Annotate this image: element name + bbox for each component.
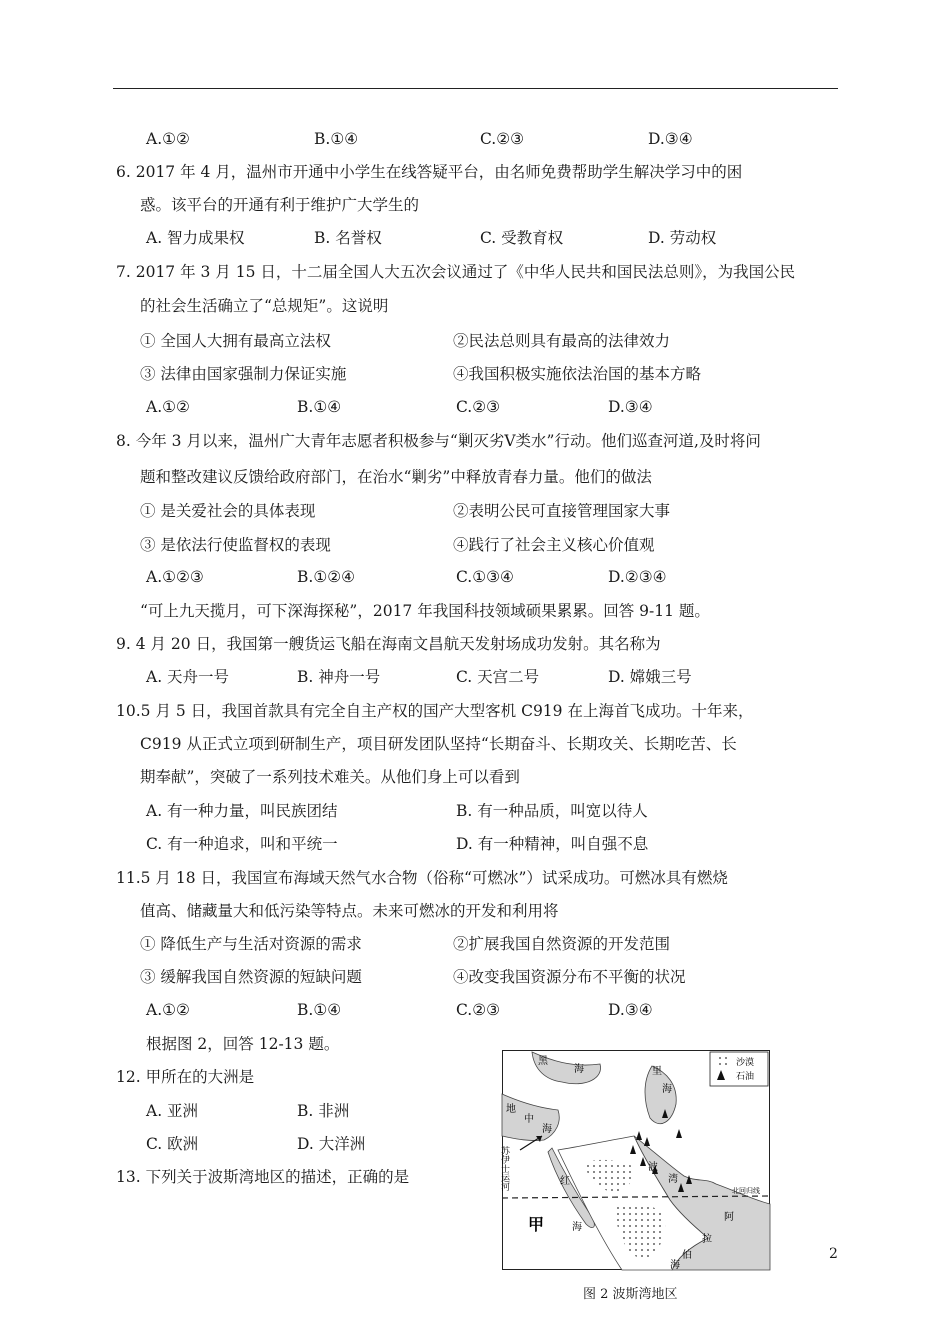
q10-stem-line1: 10.5 月 5 日，我国首款具有完全自主产权的国产大型客机 C919 在上海首飞成功。十年来， xyxy=(116,702,754,720)
q5-option-b: B.①④ xyxy=(314,130,359,148)
persian-gulf-map xyxy=(499,1050,770,1271)
label-tropic: 北回归线 xyxy=(732,1187,760,1195)
q5-option-d: D.③④ xyxy=(648,130,693,148)
q7-option-b: B.①④ xyxy=(297,398,342,416)
q7-option-d: D.③④ xyxy=(608,398,653,416)
q11-stem-line2: 值高、储藏量大和低污染等特点。未来可燃冰的开发和利用将 xyxy=(140,902,559,920)
q12-stem: 12. 甲所在的大洲是 xyxy=(116,1068,255,1086)
label-wan: 湾 xyxy=(668,1174,678,1185)
figure-caption: 图 2 波斯湾地区 xyxy=(583,1287,678,1302)
q11-option-a: A.①② xyxy=(146,1001,190,1019)
q11-option-b: B.①④ xyxy=(297,1001,342,1019)
q7-option-c: C.②③ xyxy=(456,398,501,416)
q8-item-4: ④践行了社会主义核心价值观 xyxy=(453,536,655,554)
header-rule xyxy=(113,88,838,89)
label-suez: 苏伊士运河 xyxy=(499,1146,509,1191)
q12-option-c: C. 欧洲 xyxy=(146,1135,199,1153)
q5-option-a: A.①② xyxy=(146,130,190,148)
q11-item-3: ③ 缓解我国自然资源的短缺问题 xyxy=(140,968,362,986)
q8-item-3: ③ 是依法行使监督权的表现 xyxy=(140,536,331,554)
q11-option-d: D.③④ xyxy=(608,1001,653,1019)
q9-option-b: B. 神舟一号 xyxy=(297,668,381,686)
label-black-sea-hai: 海 xyxy=(574,1064,584,1075)
label-arabian-hai: 海 xyxy=(670,1260,680,1271)
label-hong: 红 xyxy=(560,1176,570,1187)
label-bo2: 伯 xyxy=(682,1250,692,1261)
q8-option-a: A.①②③ xyxy=(146,568,204,586)
q8-item-1: ① 是关爱社会的具体表现 xyxy=(140,502,316,520)
legend-oil-label: 石油 xyxy=(736,1072,755,1082)
label-jia: 甲 xyxy=(528,1215,545,1234)
q7-item-2: ②民法总则具有最高的法律效力 xyxy=(453,332,671,350)
q5-option-c: C.②③ xyxy=(480,130,525,148)
label-di: 地 xyxy=(506,1104,516,1115)
label-a: 阿 xyxy=(724,1212,734,1223)
q6-stem-line1: 6. 2017 年 4 月，温州市开通中小学生在线答疑平台，由名师免费帮助学生解决学习中的困 xyxy=(116,163,743,181)
q10-option-b: B. 有一种品质，叫宽以待人 xyxy=(456,802,648,820)
q11-item-2: ②扩展我国自然资源的开发范围 xyxy=(453,935,671,953)
intro-9-11: “可上九天揽月，可下深海探秘”，2017 年我国科技领域硕果累累。回答 9-11 题。 xyxy=(140,602,710,620)
label-bo: 波 xyxy=(648,1162,658,1173)
q8-option-b: B.①②④ xyxy=(297,568,356,586)
q7-stem-line1: 7. 2017 年 3 月 15 日，十二届全国人大五次会议通过了《中华人民共和国民法总则》，为我国公民 xyxy=(116,263,796,281)
q12-option-a: A. 亚洲 xyxy=(146,1102,199,1120)
q9-stem: 9. 4 月 20 日，我国第一艘货运飞船在海南文昌航天发射场成功发射。其名称为 xyxy=(116,635,661,653)
q7-item-3: ③ 法律由国家强制力保证实施 xyxy=(140,365,347,383)
label-hei: 黑 xyxy=(538,1056,548,1067)
q10-option-c: C. 有一种追求，叫和平统一 xyxy=(146,835,338,853)
q8-option-c: C.①③④ xyxy=(456,568,514,586)
q6-stem-line2: 惑。该平台的开通有利于维护广大学生的 xyxy=(140,196,420,214)
label-la: 拉 xyxy=(702,1234,712,1245)
q8-stem-line1: 8. 今年 3 月以来，温州广大青年志愿者积极参与“剿灭劣Ⅴ类水”行动。他们巡查河道,及时将问 xyxy=(116,432,761,450)
q12-option-d: D. 大洋洲 xyxy=(297,1135,366,1153)
q7-item-1: ① 全国人大拥有最高立法权 xyxy=(140,332,331,350)
q8-option-d: D.②③④ xyxy=(608,568,667,586)
q7-stem-line2: 的社会生活确立了“总规矩”。这说明 xyxy=(140,297,389,315)
q10-option-d: D. 有一种精神，叫自强不息 xyxy=(456,835,649,853)
q9-option-d: D. 嫦娥三号 xyxy=(608,668,692,686)
label-zhong: 中 xyxy=(524,1114,534,1125)
q9-option-a: A. 天舟一号 xyxy=(146,668,230,686)
q7-option-a: A.①② xyxy=(146,398,190,416)
q6-option-b: B. 名誉权 xyxy=(314,229,382,247)
q8-item-2: ②表明公民可直接管理国家大事 xyxy=(453,502,671,520)
q11-item-1: ① 降低生产与生活对资源的需求 xyxy=(140,935,362,953)
q7-item-4: ④我国积极实施依法治国的基本方略 xyxy=(453,365,702,383)
page-number: 2 xyxy=(829,1246,838,1262)
q12-option-b: B. 非洲 xyxy=(297,1102,350,1120)
q6-option-a: A. 智力成果权 xyxy=(146,229,245,247)
q10-stem-line3: 期奉献”，突破了一系列技术难关。从他们身上可以看到 xyxy=(140,768,520,786)
q11-item-4: ④改变我国资源分布不平衡的状况 xyxy=(453,968,686,986)
q11-stem-line1: 11.5 月 18 日，我国宣布海域天然气水合物（俗称“可燃冰”）试采成功。可燃冰具有燃烧 xyxy=(116,869,728,887)
q10-stem-line2: C919 从正式立项到研制生产，项目研发团队坚持“长期奋斗、长期攻关、长期吃苦、长 xyxy=(140,735,737,753)
q9-option-c: C. 天宫二号 xyxy=(456,668,540,686)
q6-option-c: C. 受教育权 xyxy=(480,229,564,247)
legend-desert-label: 沙漠 xyxy=(736,1058,755,1068)
intro-12-13: 根据图 2，回答 12-13 题。 xyxy=(146,1035,340,1053)
q13-stem: 13. 下列关于波斯湾地区的描述，正确的是 xyxy=(116,1168,410,1186)
label-red-sea-hai: 海 xyxy=(572,1222,582,1233)
q11-option-c: C.②③ xyxy=(456,1001,501,1019)
label-caspian-hai: 海 xyxy=(662,1084,672,1095)
q10-option-a: A. 有一种力量，叫民族团结 xyxy=(146,802,338,820)
q8-stem-line2: 题和整改建议反馈给政府部门，在治水“剿劣”中释放青春力量。他们的做法 xyxy=(140,468,652,486)
label-med-hai: 海 xyxy=(542,1124,552,1135)
q6-option-d: D. 劳动权 xyxy=(648,229,717,247)
legend-desert-swatch xyxy=(715,1057,727,1066)
label-li: 里 xyxy=(652,1066,662,1077)
